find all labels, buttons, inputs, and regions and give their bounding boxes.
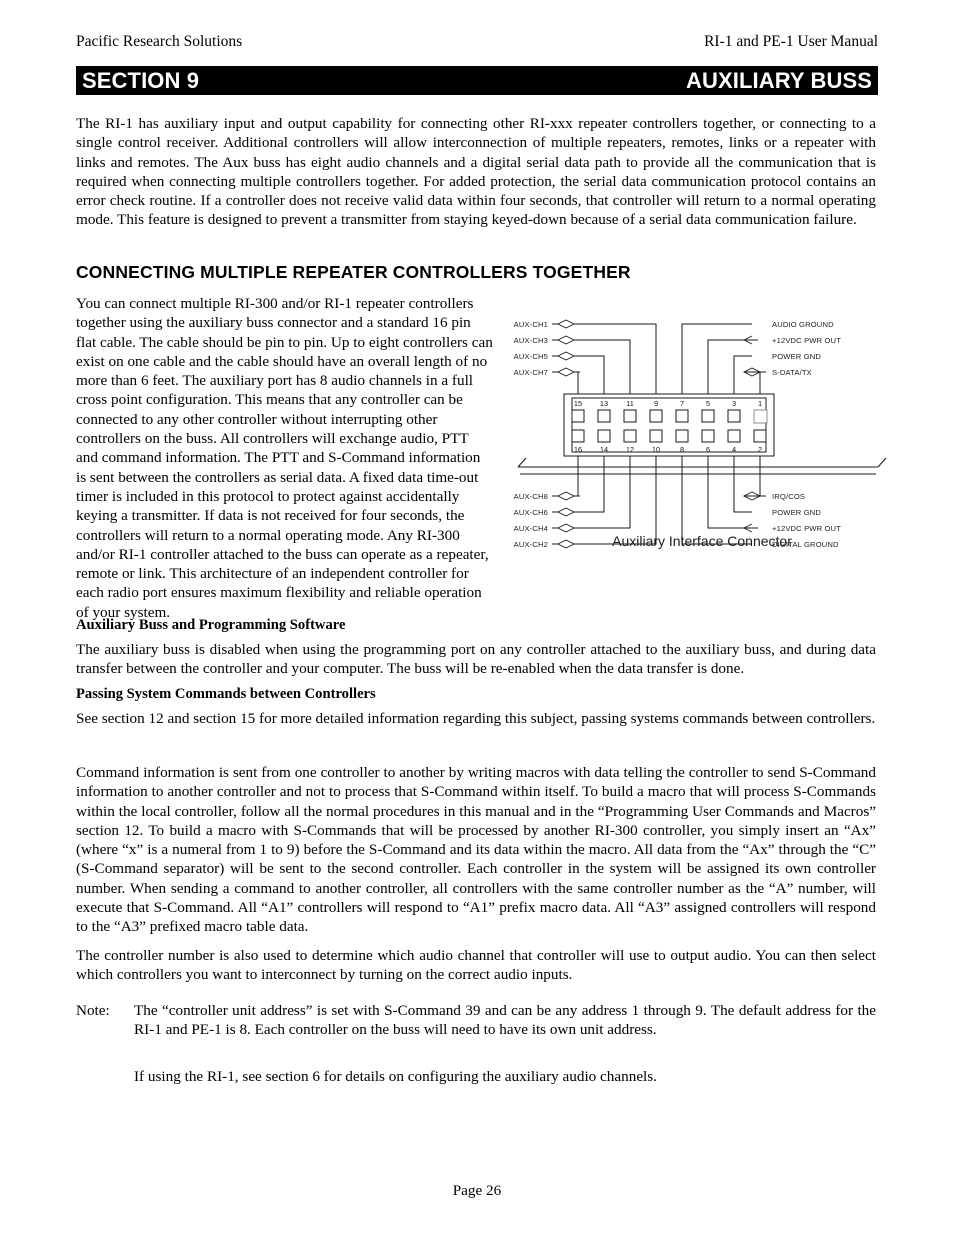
figure-label: AUDIO GROUND bbox=[772, 320, 834, 329]
figure-caption: Auxiliary Interface Connector bbox=[612, 533, 792, 549]
figure-label: +12VDC PWR OUT bbox=[772, 336, 841, 345]
pin-number: 14 bbox=[599, 445, 609, 454]
figure-label: +12VDC PWR OUT bbox=[772, 524, 841, 533]
pin-numbers-top bbox=[574, 399, 762, 408]
section-title: AUXILIARY BUSS bbox=[686, 67, 872, 93]
pin-number: 11 bbox=[626, 399, 634, 408]
pin-number: 15 bbox=[573, 399, 583, 408]
figure-label: POWER GND bbox=[772, 508, 822, 517]
subsection-heading-passing-commands: Passing System Commands between Controllers bbox=[76, 686, 376, 702]
subsection-body-software: The auxiliary buss is disabled when using the programming port on any controller attached to the auxiliary buss, and during data transfer between the controller and your computer. The buss will be re-enabled when the data transfer is done. bbox=[76, 641, 876, 678]
intro-paragraph: The RI-1 has auxiliary input and output capability for connecting other RI-xxx repeater controllers together, or connecting to a single control receiver. Additional controllers will allow interconnection of multiple repeaters, remotes, links or a repeater with links and remotes. The Aux buss has eight audio channels and a digital serial data path to provide all the communication that is required when connecting multiple controllers together. For added protection, the serial data communication protocol contains an error check routine. If a controller does not receive valid data within four seconds, that controller will return to a normal operating mode. This feature is designed to prevent a transmitter from staying keyed-down because of a serial data communication failure. bbox=[76, 115, 876, 229]
page-heading: CONNECTING MULTIPLE REPEATER CONTROLLERS TOGETHER bbox=[76, 262, 631, 282]
figure-label: POWER GND bbox=[772, 352, 822, 361]
pin-number: 8 bbox=[679, 445, 685, 454]
note-extra: If using the RI-1, see section 6 for details on configuring the auxiliary audio channels. bbox=[134, 1067, 657, 1085]
pin-number: 13 bbox=[599, 399, 609, 408]
figure-label: AUX-CH4 bbox=[513, 524, 548, 533]
pin-number: 6 bbox=[705, 445, 711, 454]
note-block bbox=[76, 1001, 876, 1086]
paragraph-audio-channel: The controller number is also used to determine which audio channel that controller will use to output audio. You can then select which controllers you want to interconnect by turning on the correct audio inputs. bbox=[76, 947, 876, 984]
running-head-left: Pacific Research Solutions bbox=[76, 33, 243, 50]
pin-number: 16 bbox=[573, 445, 583, 454]
figure-labels-top-left bbox=[514, 320, 548, 377]
pin-number: 1 bbox=[757, 399, 763, 408]
running-head bbox=[76, 32, 878, 51]
figure-label: AUX-CH1 bbox=[513, 320, 548, 329]
subsection-heading-software: Auxiliary Buss and Programming Software bbox=[76, 617, 346, 633]
pin-number: 9 bbox=[653, 399, 659, 408]
figure-label: DIGITAL GROUND bbox=[772, 540, 839, 549]
pin-number: 5 bbox=[705, 399, 711, 408]
paragraph-command-information: Command information is sent from one controller to another by writing macros with data telling the controller to send S-Command information to another controller and not to process that S-Command within itself. To build a macro that will process S-Commands within the local controller, follow all the normal procedures in this manual and in the “Programming User Commands and Macros” section 12. To build a macro with S-Commands that will be processed by another RI-300 controller, you simply insert an “Ax” (where “x” is a numeral from 1 to 9) before the S-Command and its data within the macro. All data from the “Ax” through the “C” (S-Command separator) will be sent to the second controller. Each controller in the system will be assigned its own controller number. When sending a command to another controller, all controllers with the same controller number as the “A” number, will execute that S-Command. All “A1” controllers will respond to “A1” prefix macro data. All “A3” assigned controllers will respond to the “A3” prefixed macro table data. bbox=[76, 764, 876, 936]
note-body: The “controller unit address” is set with S-Command 39 and can be any address 1 through 9. The default address for the RI-1 and PE-1 is 8. Each controller on the buss will need to have its own unit address. bbox=[134, 1002, 876, 1039]
left-column-paragraph: You can connect multiple RI-300 and/or RI-1 repeater controllers together using the auxiliary buss connector and a standard 16 pin flat cable. The cable should be pin to pin. Up to eight controllers can exist on one cable and the cable should have an overall length of no more than 6 feet. The auxiliary port has 8 audio channels in a full cross point configuration. This means that any controller can be connected to any other controller without interrupting other controllers on the buss. All controllers will exchange audio, PTT and command information. The PTT and S-Command information is sent between the controllers as serial data. A fixed data time-out timer is included in this protocol to protect against accidentally keying a transmitter. If data is not received for four seconds, the controllers will return to a normal operating mode. Any RI-300 and/or RI-1 controller attached to the buss can operate as a repeater, remote or link. This architecture of an independent controller for each radio port ensures maximum flexibility and reliable operation of your system. bbox=[76, 295, 493, 621]
note-row bbox=[76, 1001, 876, 1040]
pin-number: 12 bbox=[625, 445, 635, 454]
figure-label: AUX-CH5 bbox=[513, 352, 548, 361]
subsection-body-passing-commands: See section 12 and section 15 for more detailed information regarding this subject, passing systems commands between controllers. bbox=[76, 710, 876, 727]
figure-labels-top-right bbox=[772, 320, 841, 377]
pin-number: 4 bbox=[731, 445, 737, 454]
auxiliary-connector-diagram bbox=[506, 306, 898, 562]
section-number: SECTION 9 bbox=[82, 67, 200, 93]
page-footer: Page 26 bbox=[452, 1182, 502, 1199]
figure-label: AUX-CH2 bbox=[513, 540, 548, 549]
figure-label: S-DATA/TX bbox=[772, 368, 812, 377]
figure-label: AUX-CH8 bbox=[513, 492, 548, 501]
pin-numbers-bottom bbox=[574, 445, 762, 454]
pin-number: 2 bbox=[757, 445, 763, 454]
pin-number: 7 bbox=[679, 399, 685, 408]
figure-label: IRQ/COS bbox=[772, 492, 806, 501]
figure-label: AUX-CH7 bbox=[513, 368, 548, 377]
note-label: Note: bbox=[76, 1002, 110, 1019]
figure-label: AUX-CH6 bbox=[513, 508, 548, 517]
pin-number: 3 bbox=[731, 399, 737, 408]
figure-label: AUX-CH3 bbox=[513, 336, 548, 345]
pin-number: 10 bbox=[651, 445, 661, 454]
section-banner bbox=[76, 66, 878, 95]
running-head-right: RI-1 and PE-1 User Manual bbox=[704, 33, 878, 50]
